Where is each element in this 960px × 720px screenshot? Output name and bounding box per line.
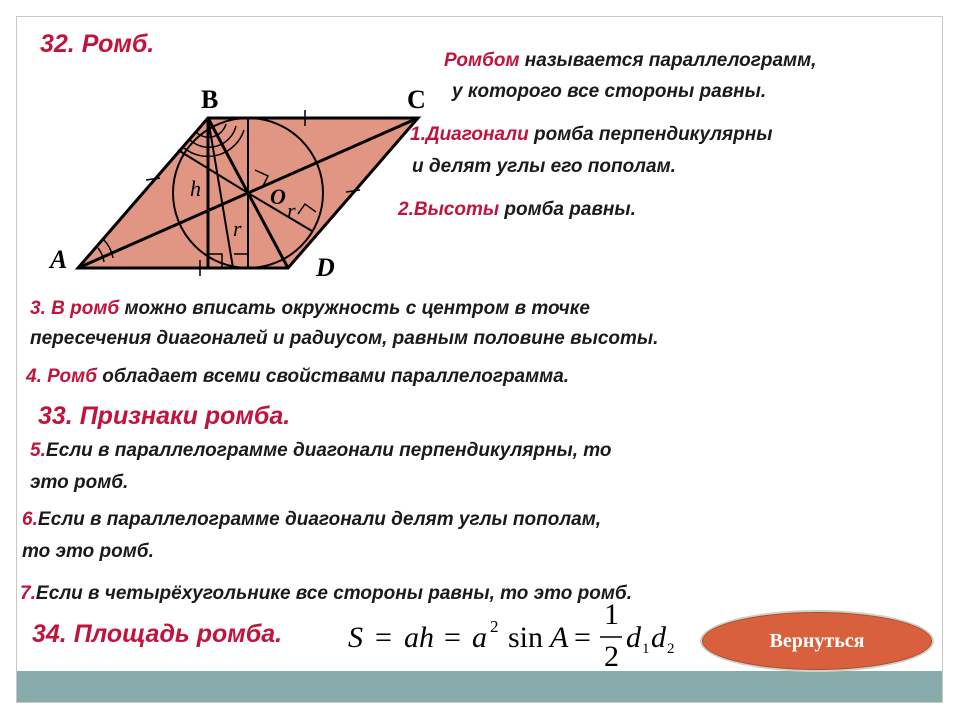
property-1-number: 1. xyxy=(410,124,426,145)
radius-label-1: r xyxy=(287,198,296,223)
sign-6-rest: Если в параллелограмме диагонали делят углы пополам, xyxy=(37,509,602,530)
sign-5-line-1 xyxy=(30,436,612,465)
return-button-label: Вернуться xyxy=(769,629,865,652)
section-33-heading: 33. Признаки ромба. xyxy=(38,402,291,430)
formula-eq-2: = xyxy=(444,621,461,654)
rhombus-diagram xyxy=(40,80,440,290)
section-34-heading: 34. Площадь ромба. xyxy=(32,620,283,648)
sign-6-line-1 xyxy=(22,505,601,534)
property-1-line-1 xyxy=(410,120,772,149)
vertex-label-a: A xyxy=(50,245,68,274)
property-3-line-2: пересечения диагоналей и радиусом, равным половине высоты. xyxy=(30,328,659,349)
section-32-heading xyxy=(40,30,154,59)
definition-line-1 xyxy=(444,46,816,75)
formula-eq-3: = xyxy=(574,621,591,654)
height-label-h: h xyxy=(190,176,201,201)
bottom-bar xyxy=(17,671,942,702)
sign-5-line-2: это ромб. xyxy=(30,472,129,493)
property-3-rest: можно вписать окружность с центром в точке xyxy=(124,298,590,319)
sign-5-number: 5. xyxy=(30,440,46,461)
formula-denominator: 2 xyxy=(604,640,619,670)
property-3-line-1 xyxy=(30,294,590,323)
section-32-number: 32. xyxy=(40,30,75,58)
sign-7-rest: Если в четырёхугольнике все стороны равны, то это ромб. xyxy=(35,583,632,604)
section-32-title: Ромб. xyxy=(81,30,155,58)
vertex-label-b: B xyxy=(201,85,219,114)
center-label-o: O xyxy=(270,184,286,209)
property-1-term: Диагонали xyxy=(425,124,529,145)
return-button[interactable] xyxy=(700,610,934,672)
property-1-rest: ромба перпендикулярны xyxy=(534,124,773,145)
sign-7-number: 7. xyxy=(20,583,36,604)
property-3-number: 3. В ромб xyxy=(30,298,120,319)
formula-d2: d xyxy=(651,621,666,654)
property-2-term: Высоты xyxy=(413,199,500,220)
property-2-number: 2. xyxy=(398,199,414,220)
radius-label-2: r xyxy=(233,216,242,241)
property-4-rest: обладает всеми свойствами параллелограмма. xyxy=(102,366,570,387)
formula-numerator: 1 xyxy=(604,600,619,631)
vertex-label-c: C xyxy=(407,85,426,114)
formula-eq-1: = xyxy=(375,621,392,654)
sign-6-number: 6. xyxy=(22,509,38,530)
sign-6-line-2: то это ромб. xyxy=(22,541,154,562)
property-2-rest: ромба равны. xyxy=(504,199,636,220)
property-2 xyxy=(398,195,636,224)
definition-term: Ромбом xyxy=(444,50,520,71)
formula-squared: 2 xyxy=(490,617,499,636)
formula-angle-a: A xyxy=(550,621,569,654)
formula-sub-1: 1 xyxy=(642,641,650,657)
property-4-number: 4. Ромб xyxy=(26,366,97,387)
definition-rest: называется параллелограмм, xyxy=(524,50,817,71)
property-1-line-2: и делят углы его пополам. xyxy=(412,156,676,177)
formula-s: S xyxy=(348,621,363,654)
formula-a: a xyxy=(472,621,487,654)
sign-5-rest: Если в параллелограмме диагонали перпендикулярны, то xyxy=(45,440,612,461)
property-4 xyxy=(26,362,569,391)
formula-sub-2: 2 xyxy=(667,641,675,657)
formula-d1: d xyxy=(626,621,641,654)
formula-ah: ah xyxy=(404,621,434,654)
vertex-label-d: D xyxy=(316,253,335,282)
formula-sin: sin xyxy=(508,621,544,654)
area-formula xyxy=(348,600,688,670)
definition-line-2: у которого все стороны равны. xyxy=(452,81,767,102)
